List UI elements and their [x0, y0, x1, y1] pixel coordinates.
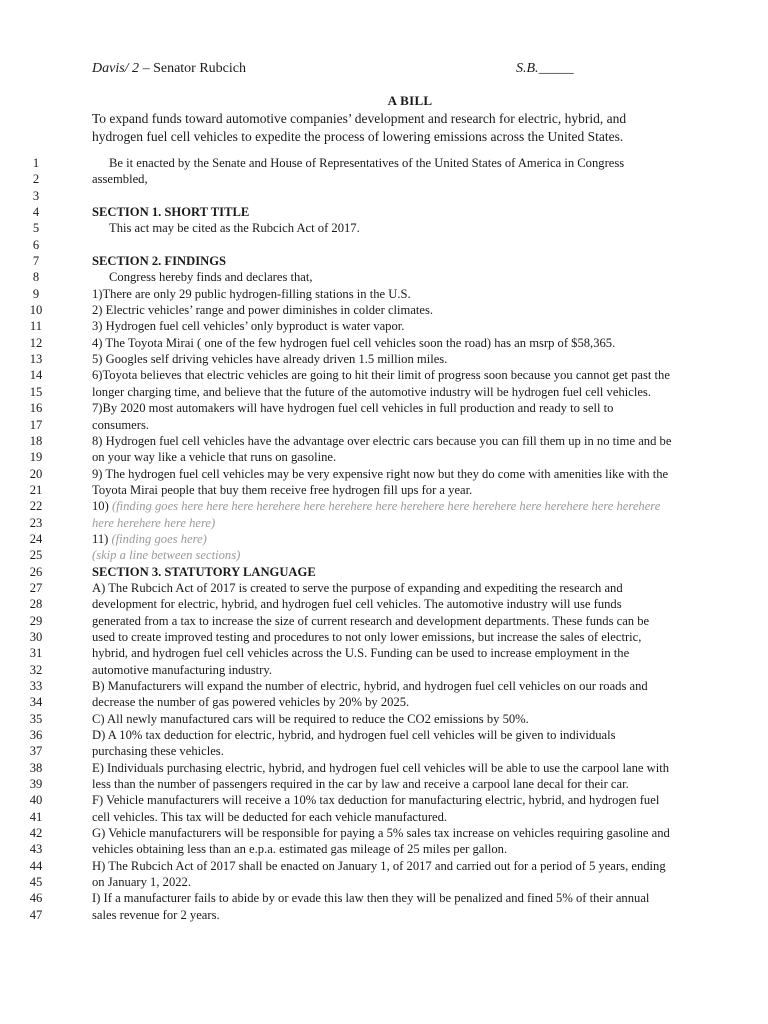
line-text-content: development for electric, hybrid, and hydrogen fuel cell vehicles. The automotive industry will use funds: [92, 597, 622, 612]
line-text: [92, 890, 649, 906]
line-text: [92, 531, 207, 547]
document-line: [0, 417, 768, 433]
document-line: [0, 678, 768, 694]
line-text-content: generated from a tax to increase the size of current research and development departments. These funds can be: [92, 613, 650, 628]
line-number: 8: [32, 270, 40, 285]
document-line: [0, 302, 768, 318]
line-number: 13: [29, 352, 43, 367]
line-number: 29: [29, 613, 43, 628]
line-number: 34: [29, 695, 43, 710]
document-line: [0, 727, 768, 743]
line-text-content: used to create improved testing and procedures to not only lower emissions, but increase the sales of electric,: [92, 629, 642, 644]
bill-purpose: [92, 110, 712, 146]
document-line: [0, 596, 768, 612]
document-line: [0, 776, 768, 792]
line-text: [92, 858, 666, 874]
document-line: [0, 237, 768, 253]
section-heading: [92, 253, 226, 269]
line-text-content: G) Vehicle manufacturers will be responsible for paying a 5% sales tax increase on vehicles requiring gasoline and: [92, 826, 670, 841]
document-line: [0, 482, 768, 498]
line-text: [92, 466, 668, 482]
line-number: 30: [29, 629, 43, 644]
bill-purpose-line: hydrogen fuel cell vehicles to expedite the process of lowering emissions across the United States.: [92, 129, 624, 144]
line-text: [92, 629, 641, 645]
line-text: [92, 433, 671, 449]
line-text-content: 8) Hydrogen fuel cell vehicles have the advantage over electric cars because you can fill them up in no time and be: [92, 433, 672, 448]
line-text-content: cell vehicles. This tax will be deducted for each vehicle manufactured.: [92, 809, 448, 824]
line-number: 32: [29, 662, 43, 677]
line-text-content: 11): [92, 531, 109, 546]
document-line: [0, 825, 768, 841]
line-text: [92, 662, 272, 678]
document-line: [0, 613, 768, 629]
line-text-content: 2) Electric vehicles’ range and power diminishes in colder climates.: [92, 303, 434, 318]
document-line: [0, 351, 768, 367]
document-line: [0, 760, 768, 776]
line-text: [92, 596, 622, 612]
document-line: [0, 171, 768, 187]
line-text: [92, 645, 629, 661]
line-number: 41: [29, 809, 43, 824]
line-number: 1: [32, 156, 40, 170]
line-text-content: Toyota Mirai people that buy them receive free hydrogen fill ups for a year.: [92, 482, 473, 497]
line-number: 4: [32, 205, 40, 220]
line-text: [92, 825, 670, 841]
line-text-content: sales revenue for 2 years.: [92, 907, 220, 922]
line-text: [92, 417, 149, 433]
line-number: 46: [29, 891, 43, 906]
line-text: [92, 694, 409, 710]
document-line: [0, 907, 768, 923]
sb-label: S.B.: [516, 61, 539, 76]
line-text-content: on your way like a vehicle that runs on gasoline.: [92, 450, 337, 465]
line-number: 5: [32, 221, 40, 236]
line-text-content: (skip a line between sections): [92, 548, 241, 563]
line-number: 7: [32, 254, 40, 269]
line-number: 28: [29, 597, 43, 612]
line-text: [92, 580, 623, 596]
line-text: [92, 318, 404, 334]
line-text-content: 1)There are only 29 public hydrogen-filling stations in the U.S.: [92, 286, 411, 301]
line-number: 23: [29, 515, 43, 530]
line-text: [92, 498, 660, 514]
line-text-content: E) Individuals purchasing electric, hybrid, and hydrogen fuel cell vehicles will be able to use the carpool lane with: [92, 760, 670, 775]
line-text-content: 6)Toyota believes that electric vehicles are going to hit their limit of progress soon because you cannot get past the: [92, 368, 670, 383]
document-line: [0, 858, 768, 874]
line-text: [92, 351, 447, 367]
line-number: 20: [29, 466, 43, 481]
section-heading: [92, 564, 316, 580]
document-line: [0, 629, 768, 645]
line-text: [109, 220, 360, 236]
line-text-content: hybrid, and hydrogen fuel cell vehicles across the U.S. Funding can be used to increase employment in the: [92, 646, 630, 661]
line-text-content: 7)By 2020 most automakers will have hydrogen fuel cell vehicles in full production and ready to sell to: [92, 401, 614, 416]
line-number: 2: [32, 172, 40, 187]
line-text: [92, 776, 629, 792]
document-line: [0, 809, 768, 825]
line-text-content: longer charging time, and believe that the future of the automotive industry will be hydrogen fuel cell vehicles.: [92, 384, 651, 399]
line-number: 14: [29, 368, 43, 383]
line-text-content: here herehere here here): [92, 515, 216, 530]
line-text-content: A) The Rubcich Act of 2017 is created to serve the purpose of expanding and expediting the research and: [92, 580, 623, 595]
author-code: Davis/ 2: [92, 61, 140, 76]
line-text-content: I) If a manufacturer fails to abide by or evade this law then they will be penalized and fined 5% of their annual: [92, 891, 650, 906]
line-text: [92, 482, 472, 498]
line-text: [92, 367, 670, 383]
line-text: [92, 302, 433, 318]
document-line: [0, 269, 768, 285]
line-number: 31: [29, 646, 43, 661]
bill-heading: A BILL: [387, 93, 433, 108]
document-line: [0, 645, 768, 661]
document-line: [0, 531, 768, 547]
line-number: 44: [29, 858, 43, 873]
document-line: [0, 220, 768, 236]
line-number: 43: [29, 842, 43, 857]
document-line: [0, 841, 768, 857]
line-text-content: less than the number of passengers required in the car by law and receive a carpool lane decal for their car.: [92, 777, 629, 792]
line-number: 17: [29, 417, 43, 432]
document-line: [0, 188, 768, 204]
document-line: [0, 286, 768, 302]
document-line: [0, 449, 768, 465]
line-text: [92, 384, 651, 400]
line-text-content: vehicles obtaining less than an e.p.a. estimated gas mileage of 25 miles per gallon.: [92, 842, 508, 857]
document-line: [0, 204, 768, 220]
line-text: [92, 841, 507, 857]
document-line: [0, 564, 768, 580]
line-number: 10: [29, 303, 43, 318]
line-text-content: 9) The hydrogen fuel cell vehicles may be very expensive right now but they do come with amenities like with the: [92, 466, 669, 481]
document-line: [0, 711, 768, 727]
line-text: [92, 678, 648, 694]
line-text-content: Be it enacted by the Senate and House of Representatives of the United States of America in Congress: [109, 156, 625, 170]
line-text-content: Congress hereby finds and declares that,: [109, 270, 313, 285]
line-number: 37: [29, 744, 43, 759]
line-text: [109, 155, 624, 171]
line-number: 11: [29, 319, 43, 334]
line-number: 25: [29, 548, 43, 563]
document-line: [0, 547, 768, 563]
document-line: [0, 743, 768, 759]
line-number: 35: [29, 711, 43, 726]
line-text: [92, 286, 411, 302]
author-name: – Senator Rubcich: [139, 61, 246, 76]
line-number: 40: [29, 793, 43, 808]
line-number: 6: [32, 237, 40, 252]
line-text-content: consumers.: [92, 417, 150, 432]
line-text-content: F) Vehicle manufacturers will receive a 10% tax deduction for manufacturing electric, hybrid, and hydrogen fuel: [92, 793, 660, 808]
line-number: 18: [29, 433, 43, 448]
document-line: [0, 515, 768, 531]
document-line: [0, 155, 768, 171]
section-heading: [92, 204, 249, 220]
document-line: [0, 318, 768, 334]
document-line: [0, 662, 768, 678]
line-number: 15: [29, 384, 43, 399]
document-line: [0, 367, 768, 383]
line-number: 38: [29, 760, 43, 775]
line-number: 39: [29, 777, 43, 792]
line-number: 42: [29, 826, 43, 841]
document-line: [0, 335, 768, 351]
document-line: [0, 400, 768, 416]
line-number: 19: [29, 450, 43, 465]
line-text-content: 4) The Toyota Mirai ( one of the few hydrogen fuel cell vehicles soon the road) has an msrp of $58,365.: [92, 335, 616, 350]
line-number: 36: [29, 728, 43, 743]
line-text-content: B) Manufacturers will expand the number of electric, hybrid, and hydrogen fuel cell vehicles on our roads and: [92, 679, 648, 693]
line-text: [92, 711, 529, 727]
numbered-lines: [0, 155, 768, 923]
placeholder-text: (finding goes here): [108, 531, 207, 546]
document-line: [0, 384, 768, 400]
line-text-content: D) A 10% tax deduction for electric, hybrid, and hydrogen fuel cell vehicles will be given to individuals: [92, 728, 616, 743]
document-line: [0, 253, 768, 269]
line-number: 21: [29, 482, 43, 497]
line-number: 45: [29, 875, 43, 890]
line-number: 16: [29, 401, 43, 416]
line-number: 9: [32, 286, 40, 301]
line-text: [92, 335, 615, 351]
line-text: [92, 400, 613, 416]
line-text-content: SECTION 2. FINDINGS: [92, 254, 227, 269]
line-text-content: C) All newly manufactured cars will be required to reduce the CO2 emissions by 50%.: [92, 711, 529, 726]
document-line: [0, 890, 768, 906]
line-text: [92, 613, 649, 629]
line-text: [92, 874, 191, 890]
placeholder-text: (finding goes here here here herehere here herehere here herehere here herehere here herehere here herehere: [108, 499, 661, 514]
line-text-content: SECTION 3. STATUTORY LANGUAGE: [92, 564, 316, 579]
line-text: [92, 760, 669, 776]
line-number: 3: [32, 188, 40, 203]
bill-author-header: [92, 61, 246, 77]
line-number: 47: [29, 907, 43, 922]
line-text: [92, 907, 220, 923]
line-text: [92, 792, 659, 808]
document-line: [0, 433, 768, 449]
line-text-content: assembled,: [92, 172, 148, 187]
line-text: [92, 449, 336, 465]
line-text: [109, 269, 313, 285]
document-line: [0, 792, 768, 808]
line-text: [92, 171, 148, 187]
line-text-content: 10): [92, 499, 109, 514]
senate-bill-number: [516, 61, 574, 77]
line-text-content: This act may be cited as the Rubcich Act of 2017.: [109, 221, 360, 236]
document-line: [0, 466, 768, 482]
document-line: [0, 694, 768, 710]
line-text-content: H) The Rubcich Act of 2017 shall be enacted on January 1, of 2017 and carried out for a period of 5 years, ending: [92, 858, 666, 873]
line-number: 26: [29, 564, 43, 579]
line-number: 24: [29, 531, 43, 546]
line-number: 22: [29, 499, 43, 514]
line-text-content: purchasing these vehicles.: [92, 744, 224, 759]
line-text: [92, 547, 240, 563]
line-text: [92, 515, 215, 531]
line-text-content: on January 1, 2022.: [92, 875, 191, 890]
line-text-content: 3) Hydrogen fuel cell vehicles’ only byproduct is water vapor.: [92, 319, 405, 334]
line-number: 12: [29, 335, 43, 350]
document-line: [0, 874, 768, 890]
line-number: 33: [29, 679, 43, 693]
line-text-content: SECTION 1. SHORT TITLE: [92, 205, 250, 220]
line-text-content: automotive manufacturing industry.: [92, 662, 273, 677]
line-number: 27: [29, 580, 43, 595]
line-text-content: decrease the number of gas powered vehicles by 20% by 2025.: [92, 695, 410, 710]
line-text-content: 5) Googles self driving vehicles have already driven 1.5 million miles.: [92, 352, 448, 367]
bill-purpose-line: To expand funds toward automotive companies’ development and research for electric, hybrid, and: [92, 111, 627, 126]
document-line: [0, 498, 768, 514]
line-text: [92, 809, 447, 825]
sb-blank: _____: [538, 61, 574, 76]
line-text: [92, 743, 224, 759]
line-text: [92, 727, 616, 743]
document-line: [0, 580, 768, 596]
